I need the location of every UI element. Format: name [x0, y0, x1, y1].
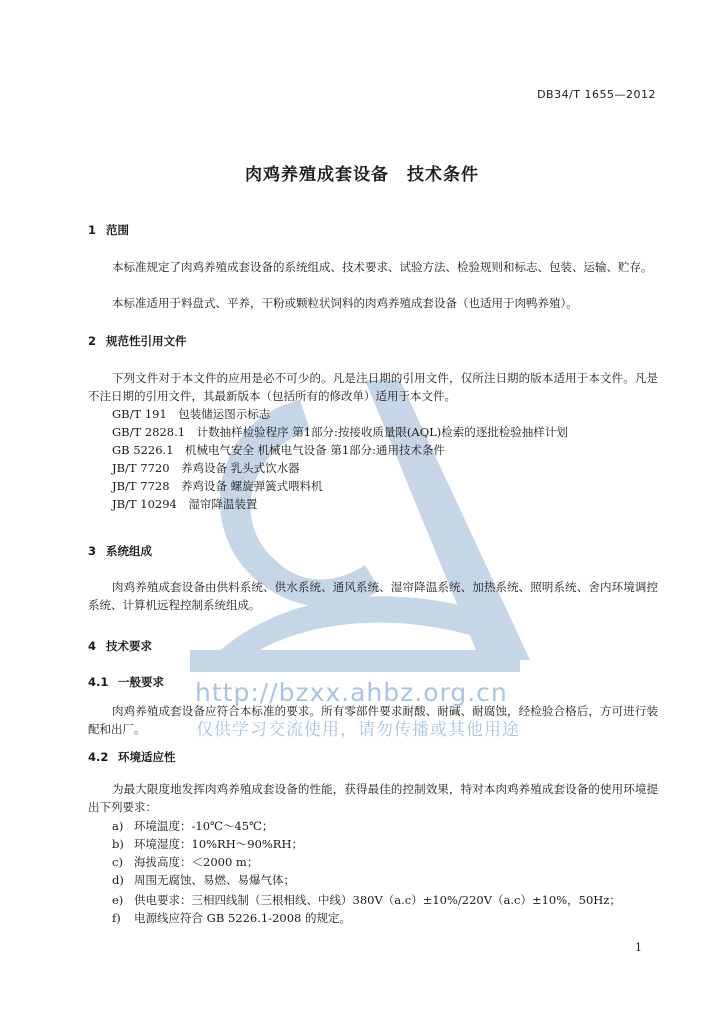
standard-number: DB34/T 1655—2012: [537, 88, 656, 101]
list-marker: c): [112, 855, 123, 869]
list-item: [112, 891, 621, 909]
reference-item: GB/T 191 包装储运图示标志: [112, 407, 271, 421]
list-marker: d): [112, 873, 124, 887]
list-text: 周围无腐蚀、易燃、易爆气体；: [134, 873, 295, 887]
list-marker: a): [112, 819, 124, 833]
reference-item: JB/T 7728 养鸡设备 螺旋弹簧式喂料机: [112, 479, 323, 493]
section-3-heading: [88, 543, 152, 559]
reference-item: GB/T 2828.1 计数抽样检验程序 第1部分:按接收质量限(AQL)检索的逐批检验抽样计划: [112, 425, 568, 439]
section-1-heading: [88, 222, 129, 238]
section-4-1-heading: [88, 674, 164, 690]
section-4-2-heading: [88, 749, 176, 765]
list-text: 海拔高度：＜2000 m；: [134, 855, 259, 869]
list-text: 环境湿度：10%RH～90%RH；: [134, 837, 303, 851]
reference-item: JB/T 7720 养鸡设备 乳头式饮水器: [112, 461, 300, 475]
list-item: [112, 853, 258, 871]
list-text: 供电要求：三相四线制（三根相线、中线）380V（a.c）±10%/220V（a.c）±10%，50Hz；: [134, 893, 621, 907]
section-4-heading: [88, 638, 152, 654]
section-4-title: 技术要求: [106, 639, 152, 653]
watermark-notice: 仅供学习交流使用，请勿传播或其他用途: [196, 720, 520, 740]
section-1-paragraph-2: 本标准适用于料盘式、平养，干粉或颗粒状饲料的肉鸡养殖成套设备（也适用于肉鸭养殖）。: [112, 296, 578, 310]
list-item: [112, 817, 273, 835]
section-4-1-paragraph-1: 肉鸡养殖成套设备应符合本标准的要求。所有零部件要求耐酸、耐碱、耐腐蚀，经检验合格后，方可进行装配和出厂。: [88, 704, 658, 736]
section-1-paragraph-1: 本标准规定了肉鸡养殖成套设备的系统组成、技术要求、试验方法、检验规则和标志、包装、运输、贮存。: [112, 260, 653, 274]
section-2-number: 2: [88, 334, 97, 348]
list-item: [112, 871, 295, 889]
section-4-2-paragraph-1: 为最大限度地发挥肉鸡养殖成套设备的性能，获得最佳的控制效果，特对本肉鸡养殖成套设备的使用环境提出下列要求：: [88, 782, 658, 814]
list-item: [112, 835, 303, 853]
reference-item: JB/T 10294 湿帘降温装置: [112, 497, 258, 511]
reference-item: GB 5226.1 机械电气安全 机械电气设备 第1部分:通用技术条件: [112, 443, 446, 457]
section-4-1-number: 4.1: [88, 675, 109, 689]
page-number: 1: [635, 941, 642, 954]
section-4-1-title: 一般要求: [118, 675, 164, 689]
list-item: [112, 909, 351, 927]
section-3-number: 3: [88, 544, 97, 558]
list-text: 电源线应符合 GB 5226.1-2008 的规定。: [134, 911, 351, 925]
section-3-paragraph-1: 肉鸡养殖成套设备由供料系统、供水系统、通风系统、湿帘降温系统、加热系统、照明系统、舍内环境调控系统、计算机远程控制系统组成。: [88, 580, 658, 612]
section-3-title: 系统组成: [106, 544, 152, 558]
section-2-paragraph-1: 下列文件对于本文件的应用是必不可少的。凡是注日期的引用文件，仅所注日期的版本适用于本文件。凡是不注日期的引用文件，其最新版本（包括所有的修改单）适用于本文件。: [88, 371, 658, 403]
watermark-url: http://bzxx.ahbz.org.cn: [195, 678, 508, 707]
section-1-title: 范围: [106, 223, 129, 237]
section-4-2-title: 环境适应性: [118, 750, 176, 764]
section-1-number: 1: [88, 223, 97, 237]
section-2-title: 规范性引用文件: [106, 334, 187, 348]
section-4-2-number: 4.2: [88, 750, 109, 764]
list-text: 环境温度：-10℃～45℃；: [134, 819, 274, 833]
document-title: 肉鸡养殖成套设备 技术条件: [245, 165, 479, 185]
list-marker: b): [112, 837, 124, 851]
list-marker: e): [112, 893, 124, 907]
list-marker: f): [112, 911, 121, 925]
section-2-heading: [88, 333, 187, 349]
section-4-number: 4: [88, 639, 97, 653]
